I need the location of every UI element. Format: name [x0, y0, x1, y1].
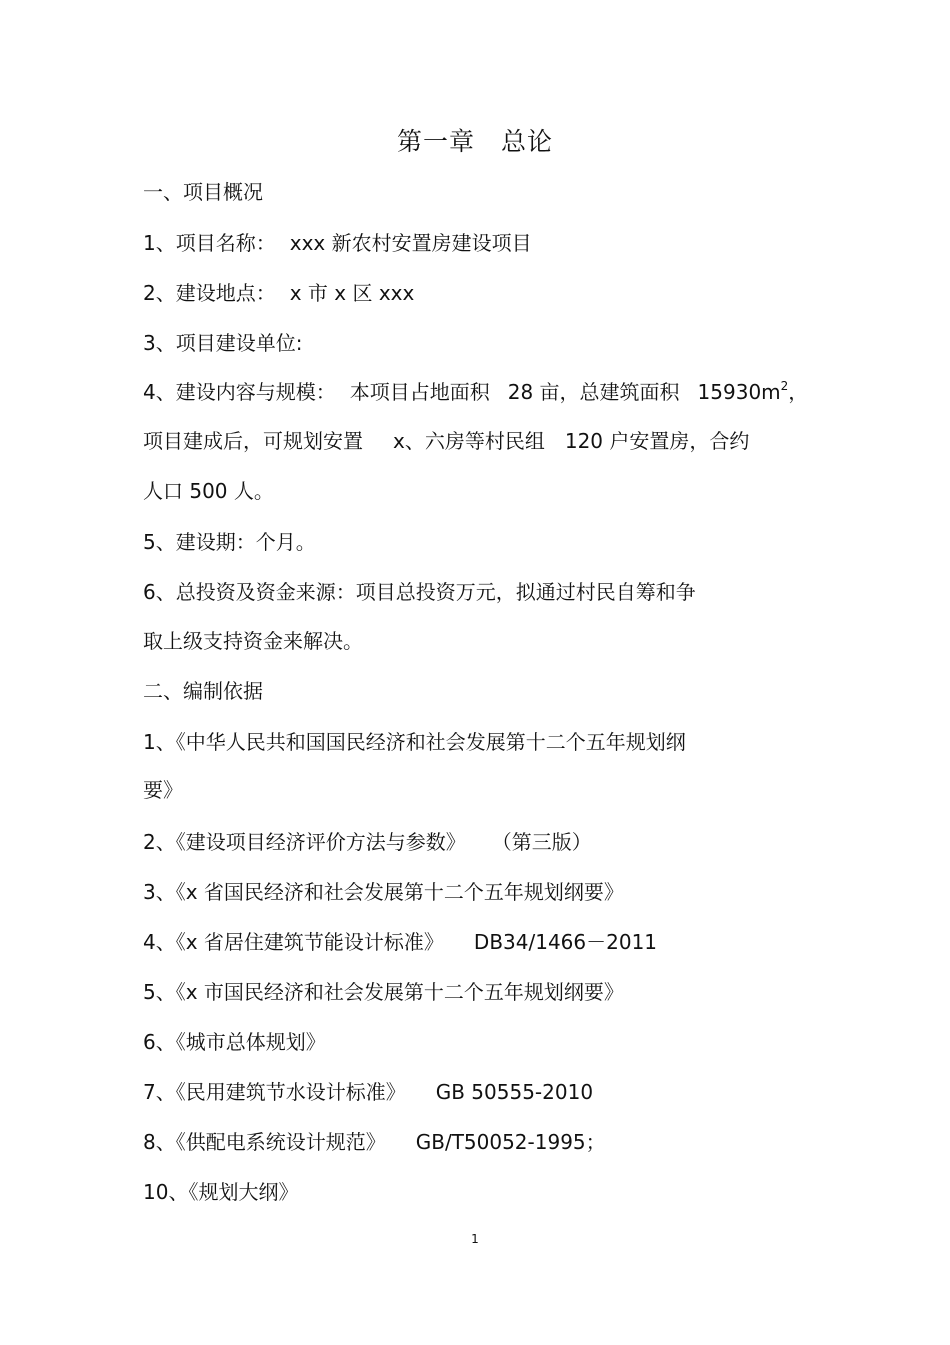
ref-1-line2: 要》 — [143, 778, 183, 802]
text-segment: （第三版） — [491, 830, 592, 854]
text-segment: 28 亩，总建筑面积 — [507, 380, 680, 404]
item-scope-line2 — [143, 426, 749, 456]
text-segment: ， — [788, 380, 809, 404]
text-segment: DB34/1466－2011 — [473, 930, 658, 954]
ref-8 — [143, 1127, 606, 1157]
ref-4 — [143, 927, 657, 957]
text-segment: 4、建设内容与规模： — [143, 380, 336, 404]
superscript: 2 — [780, 379, 789, 393]
text-segment: x、六房等村民组 — [393, 429, 545, 453]
item-construction-period: 5、建设期：个月。 — [143, 530, 316, 554]
text-segment: GB 50555-2010 — [435, 1080, 594, 1104]
section-heading-basis: 二、编制依据 — [143, 679, 263, 703]
item-label: 2、建设地点： — [143, 281, 276, 305]
text-segment: 本项目占地面积 — [349, 380, 490, 404]
text-segment: 项目建成后，可规划安置 — [143, 429, 363, 453]
text-segment: 120 户安置房，合约 — [564, 429, 750, 453]
item-investment-line1: 6、总投资及资金来源：项目总投资万元，拟通过村民自筹和争 — [143, 580, 696, 604]
chapter-title: 第一章 总论 — [396, 127, 553, 156]
item-project-name — [143, 228, 532, 258]
text-segment: 8、《供配电系统设计规范》 — [143, 1130, 386, 1154]
ref-1-line1: 1、《中华人民共和国国民经济和社会发展第十二个五年规划纲 — [143, 730, 686, 754]
ref-7 — [143, 1077, 593, 1107]
section-heading-overview: 一、项目概况 — [143, 180, 263, 204]
text-segment: 4、《x 省居住建筑节能设计标准》 — [143, 930, 444, 954]
item-label: 1、项目名称： — [143, 231, 276, 255]
text-segment: GB/T50052-1995； — [415, 1130, 606, 1154]
item-location — [143, 278, 414, 308]
text-segment: 15930m — [697, 380, 781, 404]
text-segment: 2、《建设项目经济评价方法与参数》 — [143, 830, 466, 854]
item-construction-unit: 3、项目建设单位: — [143, 331, 303, 355]
ref-10: 10、《规划大纲》 — [143, 1180, 299, 1204]
text-segment: 7、《民用建筑节水设计标准》 — [143, 1080, 406, 1104]
ref-2 — [143, 827, 592, 857]
item-scope-line3: 人口 500 人。 — [143, 479, 274, 503]
ref-5: 5、《x 市国民经济和社会发展第十二个五年规划纲要》 — [143, 980, 624, 1004]
item-value: x 市 x 区 xxx — [289, 281, 415, 305]
item-scope-line1 — [143, 377, 808, 407]
ref-3: 3、《x 省国民经济和社会发展第十二个五年规划纲要》 — [143, 880, 624, 904]
page-number: 1 — [471, 1232, 479, 1246]
ref-6: 6、《城市总体规划》 — [143, 1030, 326, 1054]
item-value: xxx 新农村安置房建设项目 — [289, 231, 532, 255]
item-investment-line2: 取上级支持资金来解决。 — [143, 629, 363, 653]
